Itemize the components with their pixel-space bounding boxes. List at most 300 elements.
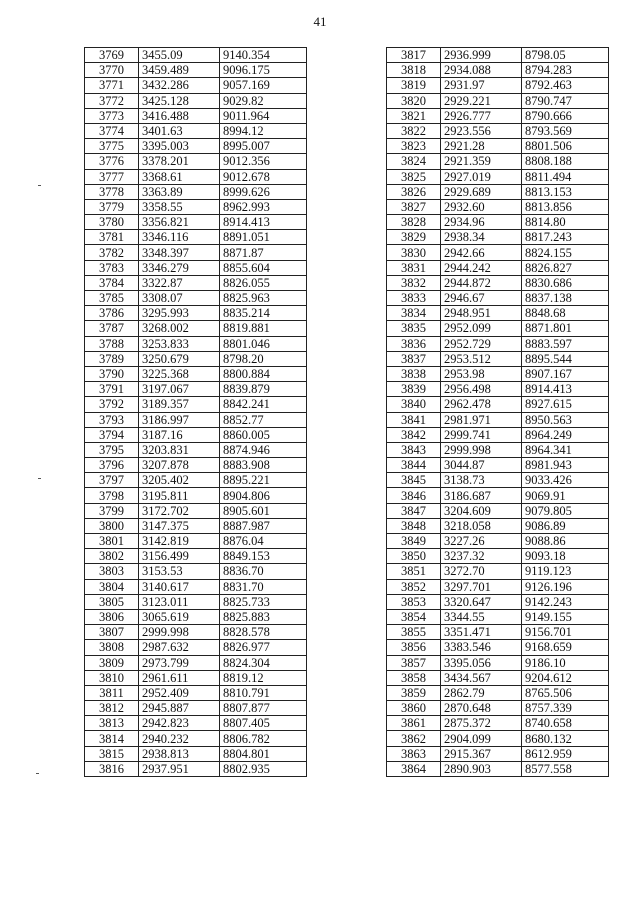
x-coordinate-cell: 3153.53 [139,564,220,579]
y-coordinate-cell: 8842.241 [220,397,307,412]
point-number-cell: 3800 [85,518,139,533]
point-number-cell: 3826 [387,184,441,199]
y-coordinate-cell: 8871.801 [522,321,609,336]
y-coordinate-cell: 8905.601 [220,503,307,518]
point-number-cell: 3782 [85,245,139,260]
point-number-cell: 3815 [85,746,139,761]
x-coordinate-cell: 2945.887 [139,701,220,716]
point-number-cell: 3795 [85,442,139,457]
table-row [387,534,609,549]
table-row [387,594,609,609]
table-row [85,321,307,336]
table-row [85,670,307,685]
point-number-cell: 3810 [85,670,139,685]
x-coordinate-cell: 3204.609 [441,503,522,518]
table-row [387,549,609,564]
x-coordinate-cell: 3348.397 [139,245,220,260]
y-coordinate-cell: 8849.153 [220,549,307,564]
y-coordinate-cell: 8839.879 [220,382,307,397]
table-row [85,701,307,716]
point-number-cell: 3792 [85,397,139,412]
y-coordinate-cell: 8826.827 [522,260,609,275]
point-number-cell: 3837 [387,351,441,366]
table-row [387,199,609,214]
x-coordinate-cell: 3346.116 [139,230,220,245]
y-coordinate-cell: 8612.959 [522,746,609,761]
x-coordinate-cell: 3253.833 [139,336,220,351]
x-coordinate-cell: 2870.648 [441,701,522,716]
x-coordinate-cell: 3272.70 [441,564,522,579]
x-coordinate-cell: 2981.971 [441,412,522,427]
point-number-cell: 3780 [85,215,139,230]
x-coordinate-cell: 2862.79 [441,685,522,700]
x-coordinate-cell: 2923.556 [441,123,522,138]
x-coordinate-cell: 3156.499 [139,549,220,564]
y-coordinate-cell: 8883.908 [220,458,307,473]
point-number-cell: 3849 [387,534,441,549]
y-coordinate-cell: 8891.051 [220,230,307,245]
x-coordinate-cell: 3140.617 [139,579,220,594]
table-row [387,701,609,716]
y-coordinate-cell: 9012.678 [220,169,307,184]
x-coordinate-cell: 2932.60 [441,199,522,214]
point-number-cell: 3791 [85,382,139,397]
table-row [387,321,609,336]
table-row [387,351,609,366]
y-coordinate-cell: 8950.563 [522,412,609,427]
y-coordinate-cell: 8848.68 [522,306,609,321]
y-coordinate-cell: 8830.686 [522,275,609,290]
x-coordinate-cell: 2934.96 [441,215,522,230]
point-number-cell: 3839 [387,382,441,397]
x-coordinate-cell: 2915.367 [441,746,522,761]
point-number-cell: 3805 [85,594,139,609]
table-row [85,640,307,655]
y-coordinate-cell: 9119.123 [522,564,609,579]
x-coordinate-cell: 3138.73 [441,473,522,488]
table-row [85,655,307,670]
x-coordinate-cell: 2938.34 [441,230,522,245]
scan-speck [36,773,39,774]
x-coordinate-cell: 2921.359 [441,154,522,169]
point-number-cell: 3855 [387,625,441,640]
x-coordinate-cell: 2926.777 [441,108,522,123]
table-row [387,761,609,776]
table-row [85,230,307,245]
point-number-cell: 3812 [85,701,139,716]
x-coordinate-cell: 2952.729 [441,336,522,351]
y-coordinate-cell: 8801.506 [522,139,609,154]
y-coordinate-cell: 8801.046 [220,336,307,351]
table-row [85,199,307,214]
x-coordinate-cell: 3186.687 [441,488,522,503]
y-coordinate-cell: 8808.188 [522,154,609,169]
table-row [387,473,609,488]
point-number-cell: 3799 [85,503,139,518]
y-coordinate-cell: 8837.138 [522,291,609,306]
y-coordinate-cell: 8794.283 [522,63,609,78]
x-coordinate-cell: 3197.067 [139,382,220,397]
point-number-cell: 3775 [85,139,139,154]
table-row [387,78,609,93]
table-row [387,275,609,290]
table-row [85,78,307,93]
x-coordinate-cell: 2929.689 [441,184,522,199]
y-coordinate-cell: 8964.249 [522,427,609,442]
table-row [85,275,307,290]
point-number-cell: 3786 [85,306,139,321]
table-row [85,63,307,78]
table-row [85,351,307,366]
point-number-cell: 3863 [387,746,441,761]
table-row [85,382,307,397]
table-row [85,291,307,306]
table-row [85,473,307,488]
x-coordinate-cell: 2956.498 [441,382,522,397]
y-coordinate-cell: 9186.10 [522,655,609,670]
table-row [387,503,609,518]
x-coordinate-cell: 3459.489 [139,63,220,78]
y-coordinate-cell: 8907.167 [522,366,609,381]
table-row [85,716,307,731]
table-row [85,306,307,321]
point-number-cell: 3844 [387,458,441,473]
x-coordinate-cell: 3225.368 [139,366,220,381]
point-number-cell: 3794 [85,427,139,442]
point-number-cell: 3820 [387,93,441,108]
x-coordinate-cell: 3044.87 [441,458,522,473]
x-coordinate-cell: 2987.632 [139,640,220,655]
x-coordinate-cell: 2890.903 [441,761,522,776]
point-number-cell: 3769 [85,48,139,63]
point-number-cell: 3846 [387,488,441,503]
y-coordinate-cell: 8793.569 [522,123,609,138]
point-number-cell: 3793 [85,412,139,427]
y-coordinate-cell: 9012.356 [220,154,307,169]
point-number-cell: 3832 [387,275,441,290]
y-coordinate-cell: 8824.304 [220,655,307,670]
x-coordinate-cell: 2937.951 [139,761,220,776]
point-number-cell: 3789 [85,351,139,366]
y-coordinate-cell: 8876.04 [220,534,307,549]
table-row [387,366,609,381]
point-number-cell: 3847 [387,503,441,518]
table-row [85,518,307,533]
x-coordinate-cell: 2942.66 [441,245,522,260]
table-row [85,488,307,503]
point-number-cell: 3778 [85,184,139,199]
x-coordinate-cell: 2999.998 [441,442,522,457]
y-coordinate-cell: 9079.805 [522,503,609,518]
x-coordinate-cell: 3425.128 [139,93,220,108]
point-number-cell: 3773 [85,108,139,123]
point-number-cell: 3816 [85,761,139,776]
x-coordinate-cell: 3416.488 [139,108,220,123]
x-coordinate-cell: 3455.09 [139,48,220,63]
table-row [387,579,609,594]
y-coordinate-cell: 8855.604 [220,260,307,275]
point-number-cell: 3814 [85,731,139,746]
y-coordinate-cell: 8883.597 [522,336,609,351]
table-row [85,184,307,199]
y-coordinate-cell: 8817.243 [522,230,609,245]
x-coordinate-cell: 2936.999 [441,48,522,63]
x-coordinate-cell: 3351.471 [441,625,522,640]
table-row [387,625,609,640]
y-coordinate-cell: 8962.993 [220,199,307,214]
x-coordinate-cell: 2940.232 [139,731,220,746]
point-number-cell: 3783 [85,260,139,275]
y-coordinate-cell: 8824.155 [522,245,609,260]
x-coordinate-cell: 3123.011 [139,594,220,609]
point-number-cell: 3806 [85,609,139,624]
table-row [387,336,609,351]
point-number-cell: 3830 [387,245,441,260]
point-number-cell: 3809 [85,655,139,670]
y-coordinate-cell: 8806.782 [220,731,307,746]
point-number-cell: 3817 [387,48,441,63]
point-number-cell: 3781 [85,230,139,245]
y-coordinate-cell: 8895.544 [522,351,609,366]
y-coordinate-cell: 8994.12 [220,123,307,138]
y-coordinate-cell: 8981.943 [522,458,609,473]
y-coordinate-cell: 8831.70 [220,579,307,594]
table-row [387,488,609,503]
y-coordinate-cell: 8825.963 [220,291,307,306]
table-row [387,306,609,321]
point-number-cell: 3797 [85,473,139,488]
table-row [85,139,307,154]
table-row [387,655,609,670]
y-coordinate-cell: 8835.214 [220,306,307,321]
point-number-cell: 3853 [387,594,441,609]
table-row [387,640,609,655]
table-row [387,716,609,731]
x-coordinate-cell: 2921.28 [441,139,522,154]
point-number-cell: 3852 [387,579,441,594]
x-coordinate-cell: 3186.997 [139,412,220,427]
table-row [387,518,609,533]
point-number-cell: 3803 [85,564,139,579]
table-row [85,260,307,275]
coordinates-table-right [386,47,609,777]
x-coordinate-cell: 3344.55 [441,609,522,624]
point-number-cell: 3770 [85,63,139,78]
table-row [387,48,609,63]
x-coordinate-cell: 2929.221 [441,93,522,108]
y-coordinate-cell: 8790.666 [522,108,609,123]
y-coordinate-cell: 8826.977 [220,640,307,655]
x-coordinate-cell: 2938.813 [139,746,220,761]
table-row [387,746,609,761]
point-number-cell: 3821 [387,108,441,123]
y-coordinate-cell: 9057.169 [220,78,307,93]
table-row [387,108,609,123]
point-number-cell: 3771 [85,78,139,93]
x-coordinate-cell: 3346.279 [139,260,220,275]
table-row [387,139,609,154]
x-coordinate-cell: 2944.872 [441,275,522,290]
y-coordinate-cell: 9149.155 [522,609,609,624]
x-coordinate-cell: 3434.567 [441,670,522,685]
y-coordinate-cell: 8914.413 [220,215,307,230]
point-number-cell: 3779 [85,199,139,214]
point-number-cell: 3777 [85,169,139,184]
point-number-cell: 3850 [387,549,441,564]
y-coordinate-cell: 8813.856 [522,199,609,214]
table-row [387,169,609,184]
x-coordinate-cell: 3147.375 [139,518,220,533]
point-number-cell: 3825 [387,169,441,184]
table-row [85,366,307,381]
point-number-cell: 3828 [387,215,441,230]
y-coordinate-cell: 8852.77 [220,412,307,427]
x-coordinate-cell: 2934.088 [441,63,522,78]
table-row [387,291,609,306]
point-number-cell: 3790 [85,366,139,381]
table-row [85,412,307,427]
point-number-cell: 3818 [387,63,441,78]
point-number-cell: 3851 [387,564,441,579]
point-number-cell: 3802 [85,549,139,564]
y-coordinate-cell: 8860.005 [220,427,307,442]
point-number-cell: 3842 [387,427,441,442]
point-number-cell: 3785 [85,291,139,306]
x-coordinate-cell: 3383.546 [441,640,522,655]
x-coordinate-cell: 3320.647 [441,594,522,609]
y-coordinate-cell: 8819.881 [220,321,307,336]
y-coordinate-cell: 8680.132 [522,731,609,746]
table-row [85,427,307,442]
table-row [387,442,609,457]
y-coordinate-cell: 8826.055 [220,275,307,290]
table-row [85,123,307,138]
y-coordinate-cell: 8904.806 [220,488,307,503]
x-coordinate-cell: 3205.402 [139,473,220,488]
table-row [387,670,609,685]
y-coordinate-cell: 8828.578 [220,625,307,640]
x-coordinate-cell: 3308.07 [139,291,220,306]
y-coordinate-cell: 8914.413 [522,382,609,397]
point-number-cell: 3843 [387,442,441,457]
table-row [387,564,609,579]
point-number-cell: 3774 [85,123,139,138]
y-coordinate-cell: 8757.339 [522,701,609,716]
point-number-cell: 3784 [85,275,139,290]
point-number-cell: 3858 [387,670,441,685]
x-coordinate-cell: 2942.823 [139,716,220,731]
table-row [387,230,609,245]
x-coordinate-cell: 3227.26 [441,534,522,549]
table-row [387,123,609,138]
scan-speck [38,478,41,479]
y-coordinate-cell: 8804.801 [220,746,307,761]
x-coordinate-cell: 2962.478 [441,397,522,412]
y-coordinate-cell: 9069.91 [522,488,609,503]
table-row [85,245,307,260]
y-coordinate-cell: 8895.221 [220,473,307,488]
x-coordinate-cell: 3297.701 [441,579,522,594]
point-number-cell: 3813 [85,716,139,731]
x-coordinate-cell: 3207.878 [139,458,220,473]
y-coordinate-cell: 9142.243 [522,594,609,609]
x-coordinate-cell: 2946.67 [441,291,522,306]
x-coordinate-cell: 3378.201 [139,154,220,169]
table-row [85,731,307,746]
table-row [85,169,307,184]
y-coordinate-cell: 8807.877 [220,701,307,716]
y-coordinate-cell: 9011.964 [220,108,307,123]
x-coordinate-cell: 3203.831 [139,442,220,457]
point-number-cell: 3840 [387,397,441,412]
y-coordinate-cell: 8874.946 [220,442,307,457]
point-number-cell: 3823 [387,139,441,154]
x-coordinate-cell: 3368.61 [139,169,220,184]
x-coordinate-cell: 2961.611 [139,670,220,685]
y-coordinate-cell: 9029.82 [220,93,307,108]
x-coordinate-cell: 3187.16 [139,427,220,442]
y-coordinate-cell: 8819.12 [220,670,307,685]
table-row [85,458,307,473]
y-coordinate-cell: 9168.659 [522,640,609,655]
y-coordinate-cell: 8995.007 [220,139,307,154]
x-coordinate-cell: 2999.741 [441,427,522,442]
x-coordinate-cell: 2999.998 [139,625,220,640]
y-coordinate-cell: 8798.20 [220,351,307,366]
point-number-cell: 3861 [387,716,441,731]
x-coordinate-cell: 2952.099 [441,321,522,336]
page-number: 41 [313,14,327,29]
table-row [387,215,609,230]
point-number-cell: 3819 [387,78,441,93]
point-number-cell: 3838 [387,366,441,381]
x-coordinate-cell: 2952.409 [139,685,220,700]
table-row [85,746,307,761]
table-row [85,594,307,609]
table-row [387,731,609,746]
y-coordinate-cell: 8807.405 [220,716,307,731]
point-number-cell: 3829 [387,230,441,245]
coordinates-table-left [84,47,307,777]
table-row [387,245,609,260]
point-number-cell: 3811 [85,685,139,700]
table-row [85,564,307,579]
table-row [387,93,609,108]
x-coordinate-cell: 3195.811 [139,488,220,503]
y-coordinate-cell: 8814.80 [522,215,609,230]
table-row [387,184,609,199]
point-number-cell: 3808 [85,640,139,655]
point-number-cell: 3788 [85,336,139,351]
table-row [85,579,307,594]
table-row [387,609,609,624]
point-number-cell: 3836 [387,336,441,351]
y-coordinate-cell: 8790.747 [522,93,609,108]
point-number-cell: 3827 [387,199,441,214]
x-coordinate-cell: 3401.63 [139,123,220,138]
y-coordinate-cell: 9204.612 [522,670,609,685]
table-row [387,458,609,473]
y-coordinate-cell: 8999.626 [220,184,307,199]
table-row [85,108,307,123]
point-number-cell: 3787 [85,321,139,336]
x-coordinate-cell: 3237.32 [441,549,522,564]
x-coordinate-cell: 2927.019 [441,169,522,184]
table-row [387,412,609,427]
y-coordinate-cell: 8811.494 [522,169,609,184]
table-row [387,685,609,700]
x-coordinate-cell: 3189.357 [139,397,220,412]
